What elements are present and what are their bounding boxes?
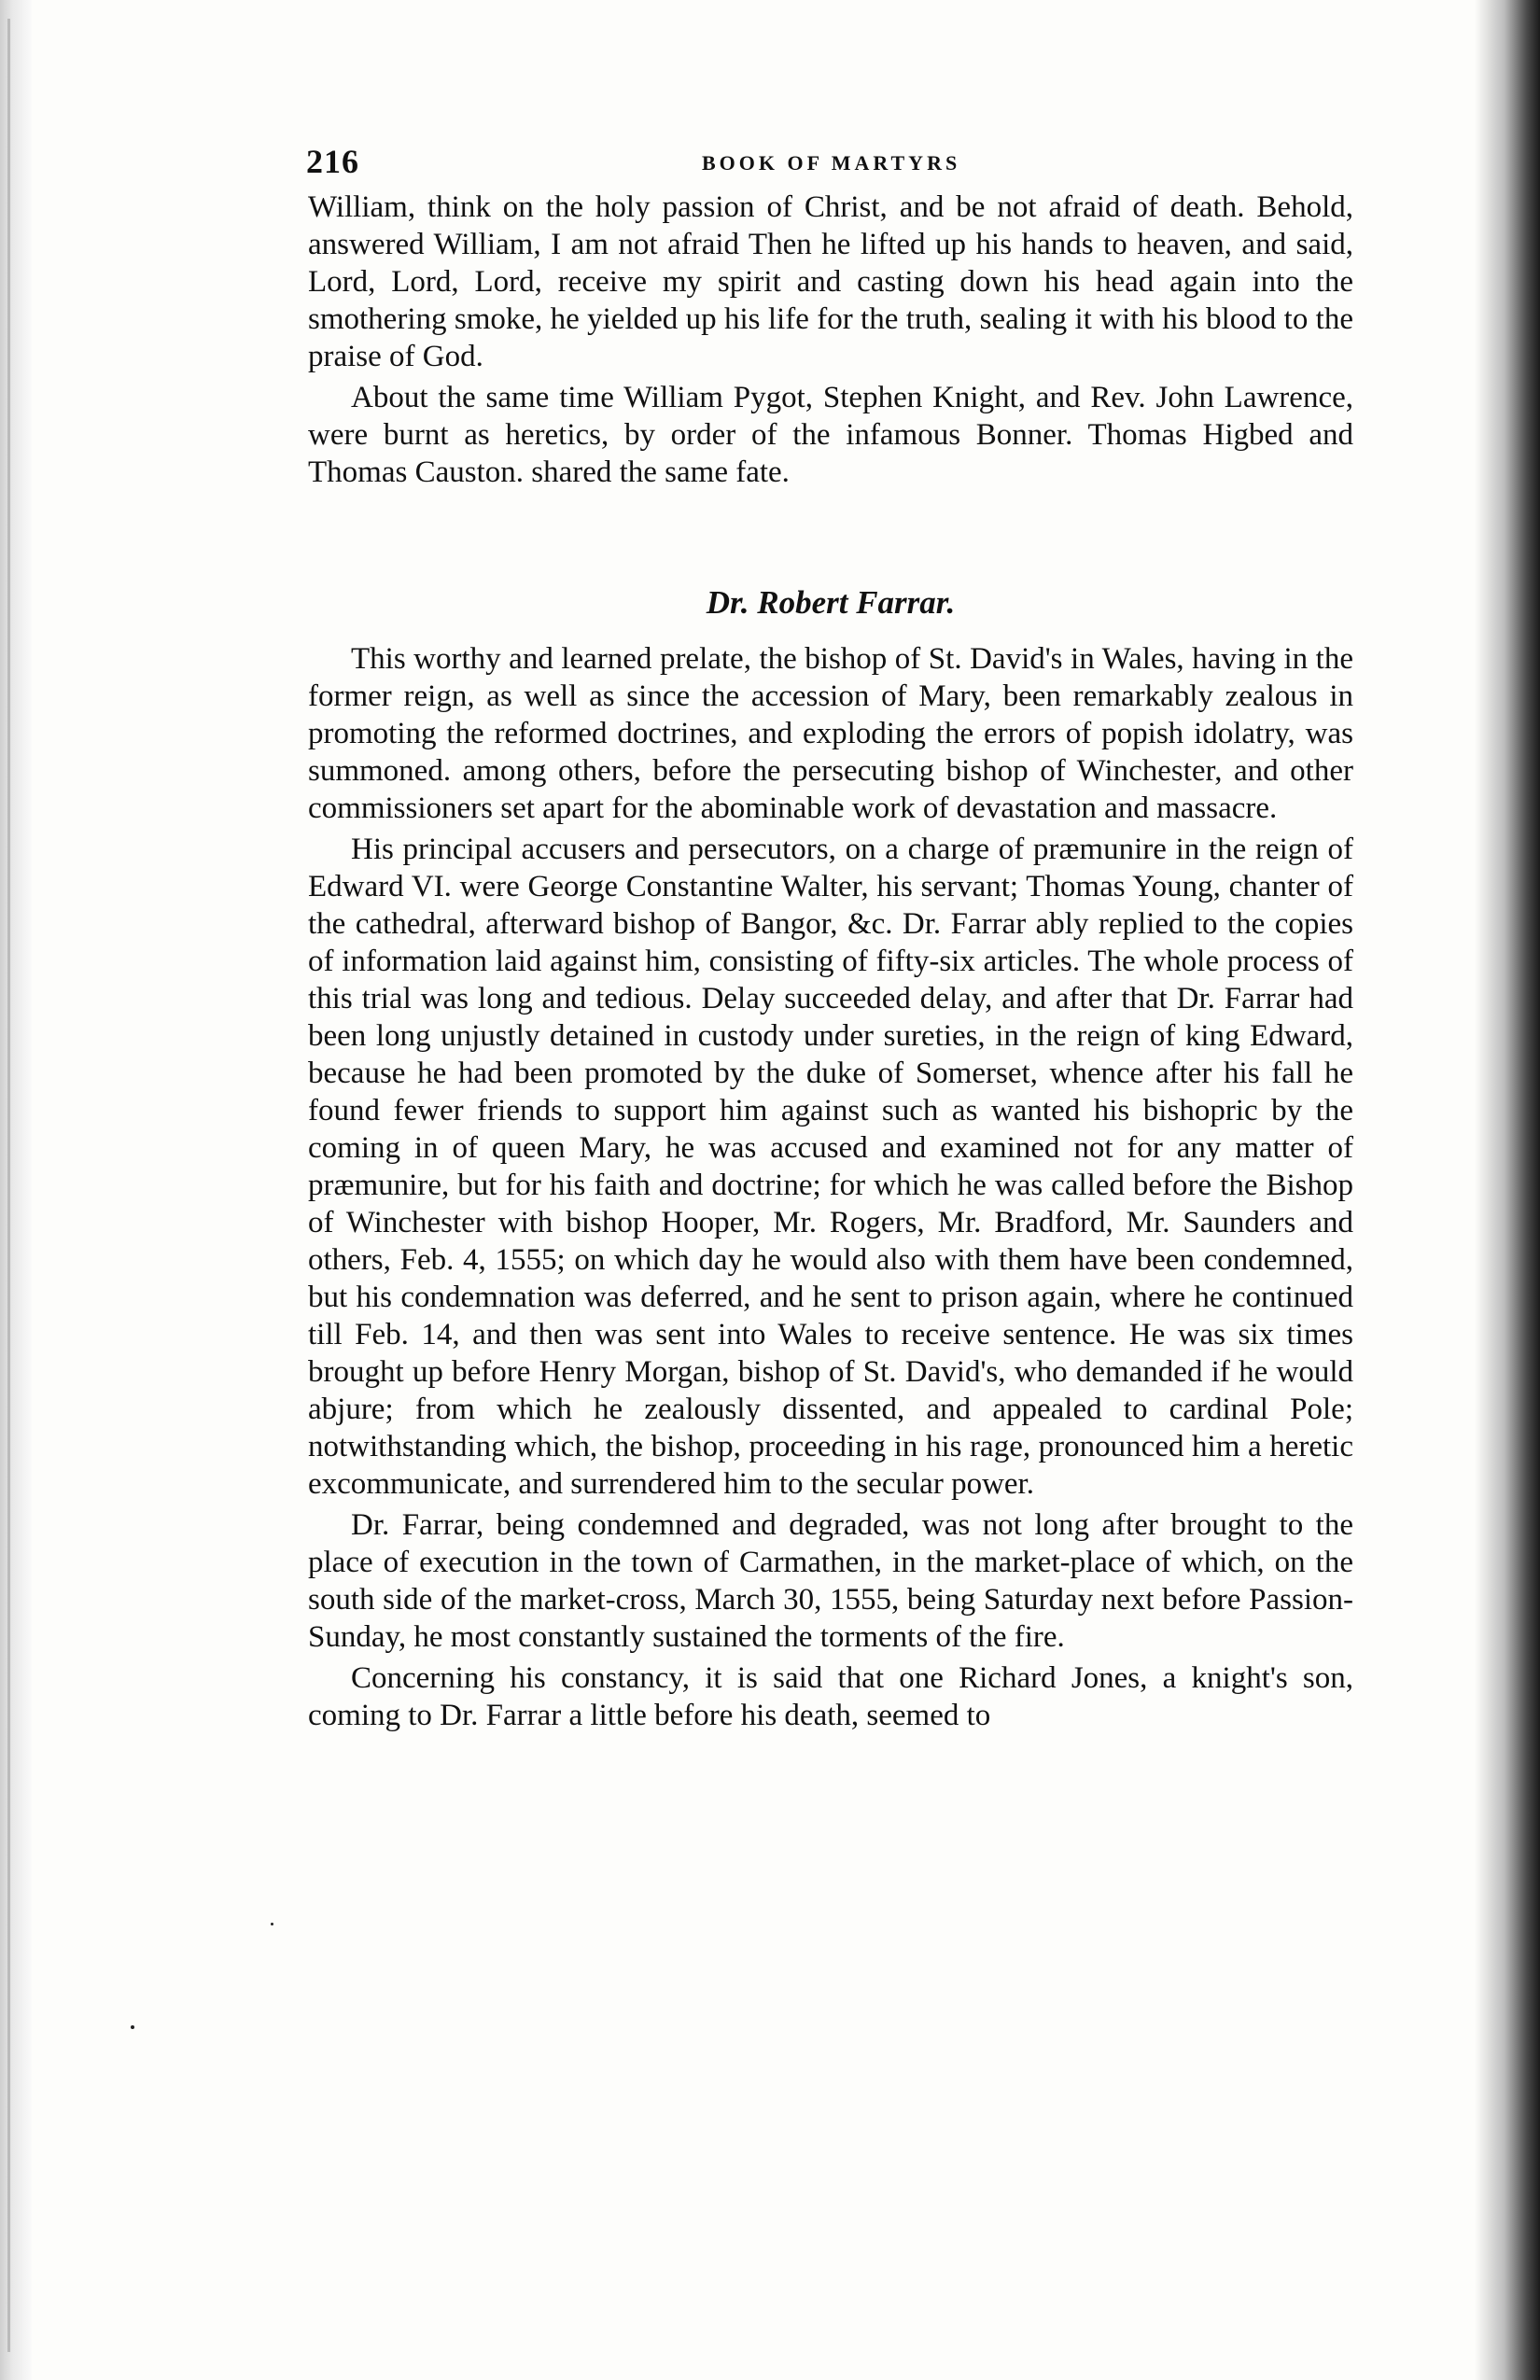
paragraph: About the same time William Pygot, Stephen Knight, and Rev. John Lawrence, were burnt as heretics, by order of the infamous Bonner. Thomas Higbed and Thomas Causton. shared the same fate. [308, 381, 1353, 489]
body-text [308, 189, 1353, 1738]
paragraph: His principal accusers and persecutors, on a charge of præmunire in the reign of Edward VI. were George Constantine Walter, his servant; Thomas Young, chanter of the cathedral, afterward bishop of Bangor, &c. Dr. Farrar ably replied to the copies of information laid against him, consisting of fifty-six articles. The whole process of this trial was long and tedious. Delay succeeded delay, and after that Dr. Farrar had been long unjustly detained in custody under sureties, in the reign of king Edward, because he had been promoted by the duke of Somerset, whence after his fall he found fewer friends to support him against such as wanted his bishopric by the coming in of queen Mary, he was accused and examined not for any matter of præmunire, but for his faith and doctrine; for which he was called before the Bishop of Winchester with bishop Hooper, Mr. Rogers, Mr. Bradford, Mr. Saunders and others, Feb. 4, 1555; on which day he would also with them have been condemned, but his condemnation was deferred, and he sent to prison again, where he continued till Feb. 14, and then was sent into Wales to receive sentence. He was six times brought up before Henry Morgan, bishop of St. David's, who demanded if he would abjure; from which he zealously dissented, and appealed to cardinal Pole; notwithstanding which, the bishop, proceeding in his rage, pronounced him a heretic excommunicate, and surrendered him to the secular power. [308, 833, 1353, 1501]
paragraph: William, think on the holy passion of Christ, and be not afraid of death. Behold, answered William, I am not afraid Then he lifted up his hands to heaven, and said, Lord, Lord, Lord, receive my spirit and casting down his head again into the smothering smoke, he yielded up his life for the truth, sealing it with his blood to the praise of God. [308, 190, 1353, 373]
binding-line [7, 19, 10, 2352]
scan-speck [271, 1923, 273, 1925]
page-header [306, 142, 1353, 187]
running-head: BOOK OF MARTYRS [702, 151, 961, 175]
paragraph: Dr. Farrar, being condemned and degraded, was not long after brought to the place of execution in the town of Carmathen, in the market-place of which, on the south side of the market-cross, March 30, 1555, being Saturday next before Passion-Sunday, he most constantly sustained the torments of the fire. [308, 1508, 1353, 1654]
page-left-edge-shadow [0, 0, 32, 2380]
section-title: Dr. Robert Farrar. [706, 584, 956, 621]
paragraph: This worthy and learned prelate, the bishop of St. David's in Wales, having in the former reign, as well as since the accession of Mary, been remarkably zealous in promoting the reformed doctrines, and exploding the errors of popish idolatry, was summoned. among others, before the persecuting bishop of Winchester, and other commissioners set apart for the abominable work of devastation and massacre. [308, 642, 1353, 825]
paragraph: Concerning his constancy, it is said that one Richard Jones, a knight's son, coming to Dr. Farrar a little before his death, seemed to [308, 1661, 1353, 1732]
scan-speck [131, 2025, 134, 2029]
page-number: 216 [306, 143, 359, 180]
page-right-edge-shadow [1475, 0, 1540, 2380]
